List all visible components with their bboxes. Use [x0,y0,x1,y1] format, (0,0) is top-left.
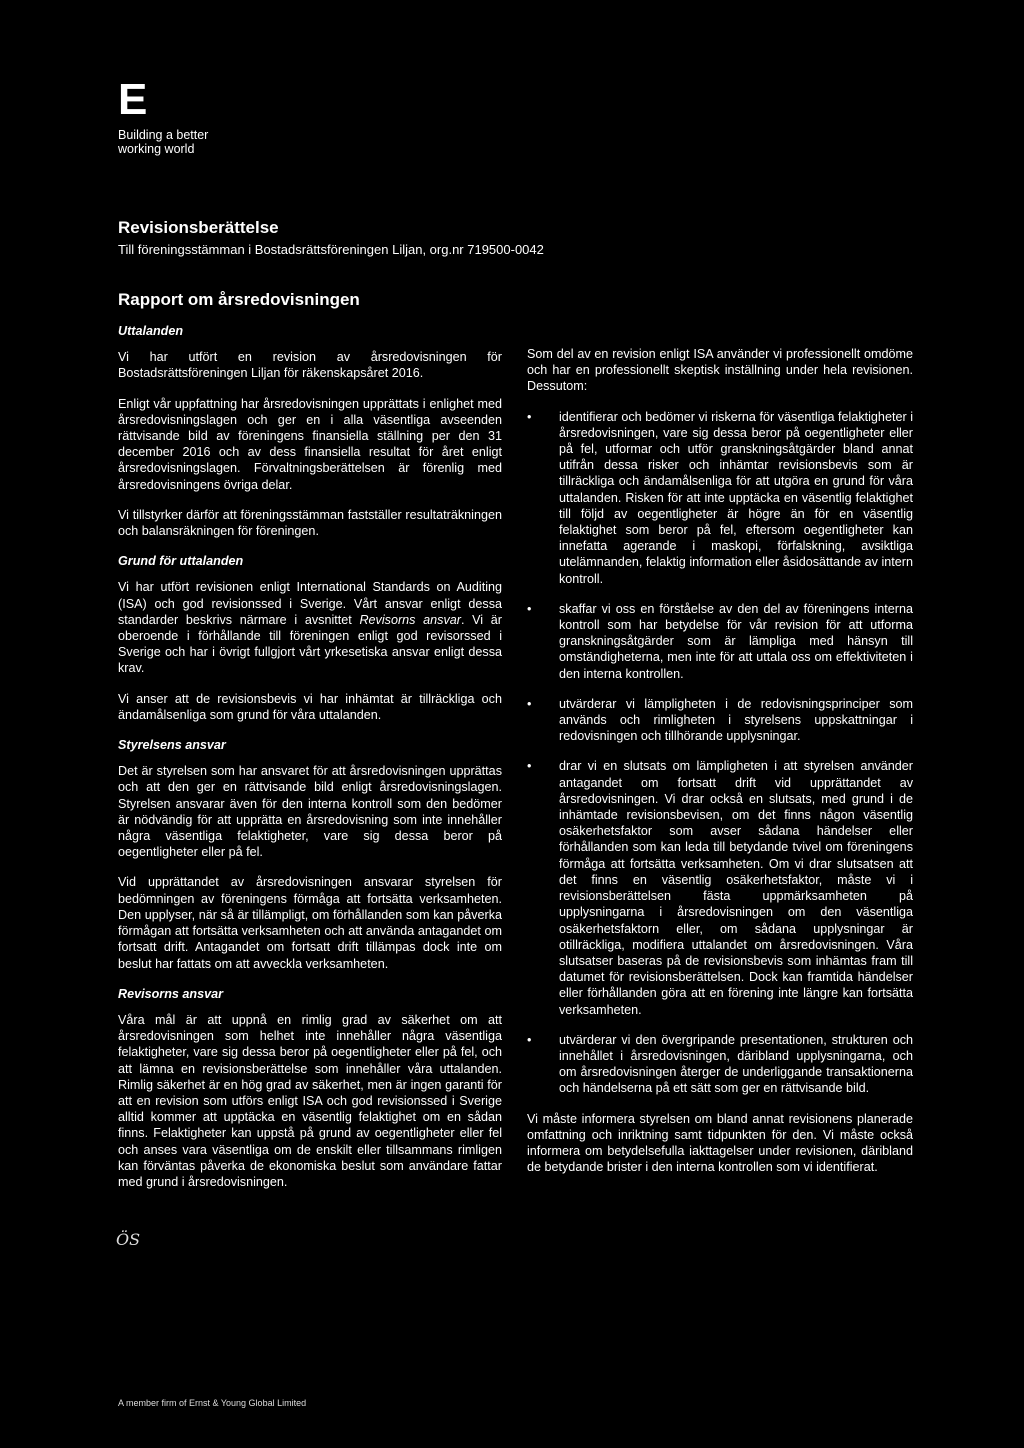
heading-styrelsen: Styrelsens ansvar [118,738,226,753]
list-item [527,409,913,587]
ey-logo [118,75,209,156]
list-item-text: skaffar vi oss en förståelse av den del av föreningens interna kontroll som har betydelse för vår revision för att utforma granskningsåtgärder som är lämpliga med hänsyn till omständigheterna, men inte för att uttala oss om effektiviteten i den interna kontrollen. [559,601,913,681]
page-subtitle: Till föreningsstämman i Bostadsrättsföreningen Liljan, org.nr 719500-0042 [118,242,544,257]
italic-reference: Revisorns ansvar [359,612,461,627]
paragraph-text: . Vi är oberoende i förhållande till föreningen enligt god revisorssed i Sverige och har i övrigt fullgjort vårt yrkesetiska ansvar enligt dessa krav. [118,612,502,676]
paragraph [118,579,502,676]
section-title: Rapport om årsredovisningen [118,290,360,309]
list-item-text: utvärderar vi den övergripande presentationen, strukturen och innehållet i årsredovisningen, däribland upplysningarna, och om årsredovisningen återger de underliggande transaktionerna och händelserna på ett sätt som ger en rättvisande bild. [559,1032,913,1096]
bullet-icon: • [527,1032,532,1047]
footer-text: A member firm of Ernst & Young Global Limited [118,1398,307,1408]
logo-letter: E [118,75,148,124]
bullet-icon: • [527,696,532,711]
paragraph: Vid upprättandet av årsredovisningen ansvarar styrelsen för bedömningen av föreningens förmåga att fortsätta verksamheten. Den upplyser, när så är tillämpligt, om förhållanden som kan påverka förmågan att fortsätta verksamheten och att använda antagandet om fortsatt drift. Antagandet om fortsatt drift tillämpas dock inte om beslut har fattats om att avveckla verksamheten. [118,875,502,971]
paragraph: Som del av en revision enligt ISA använder vi professionellt omdöme och har en professionellt skeptisk inställning under hela revisionen. Dessutom: [527,347,913,394]
page-title: Revisionsberättelse [118,218,279,237]
initials-signature: ÖS [116,1230,141,1249]
heading-uttalanden: Uttalanden [118,324,184,338]
left-column [118,323,502,1204]
paragraph: Det är styrelsen som har ansvaret för att årsredovisningen upprättas och att den ger en rättvisande bild enligt årsredovisningslagen. Styrelsen ansvarar även för den interna kontroll som den bedömer är nödvändig för att upprätta en årsredovisning som inte innehåller några väsentliga felaktigheter, vare sig dessa beror på oegentligheter eller på fel. [118,764,502,860]
list-item [527,758,913,1017]
list-item [527,696,913,745]
tagline-line-1: Building a better [118,128,209,142]
list-item-text: drar vi en slutsats om lämpligheten i att styrelsen använder antagandet om fortsatt drift vid upprättandet av årsredovisningen. Vi drar också en slutsats, med grund i de inhämtade revisionsbevisen, om det finns någon väsentlig osäkerhetsfaktor som avser sådana händelser eller förhållanden som kan leda till betydande tvivel om föreningens förmåga att fortsätta verksamheten. Om vi drar slutsatsen att det finns en väsentlig osäkerhetsfaktor, måste vi i revisionsberättelsen fästa uppmärksamheten på upplysningarna i årsredovisningen om den väsentliga osäkerhetsfaktorn eller, om sådana upplysningar är otillräckliga, modifiera uttalandet om årsredovisningen. Våra slutsatser baseras på de revisionsbevis som inhämtas fram till datumet för revisionsberättelsen. Dock kan framtida händelser eller förhållanden göra att en förening inte längre kan fortsätta verksamheten. [559,759,913,1017]
list-item [527,601,913,682]
list-item-text: utvärderar vi lämpligheten i de redovisningsprinciper som används och rimligheten i styrelsens uppskattningar i redovisningen och tillhörande upplysningar. [559,696,913,744]
paragraph-text: Vi har utfört revisionen enligt International Standards on Auditing (ISA) och god revisionssed i Sverige. Vårt ansvar enligt dessa standarder beskrivs närmare i avsnittet [118,580,502,627]
bullet-icon: • [527,409,532,424]
paragraph: Vi anser att de revisionsbevis vi har inhämtat är tillräckliga och ändamålsenliga som grund för våra uttalanden. [118,691,502,722]
paragraph: Vi tillstyrker därför att föreningsstämman fastställer resultaträkningen och balansräkningen för föreningen. [118,507,502,539]
paragraph: Vi måste informera styrelsen om bland annat revisionens planerade omfattning och inriktning samt tidpunkten för den. Vi måste också informera om betydelsefulla iakttagelser under revisionen, däribland de betydande brister i den interna kontrollen som vi identifierat. [527,1111,913,1175]
paragraph: Enligt vår uppfattning har årsredovisningen upprättats i enlighet med årsredovisningslagen och ger en i alla väsentliga avseenden rättvisande bild av föreningens finansiella ställning per den 31 december 2016 och av dess finansiella resultat för året enligt årsredovisningslagen. Förvaltningsberättelsen är förenlig med årsredovisningens övriga delar. [118,396,502,492]
list-item [527,1032,913,1097]
paragraph: Vi har utfört en revision av årsredovisningen för Bostadsrättsföreningen Liljan för räkenskapsåret 2016. [118,350,502,381]
list-item-text: identifierar och bedömer vi riskerna för väsentliga felaktigheter i årsredovisningen, vare sig dessa beror på oegentligheter eller på fel, utformar och utför granskningsåtgärder bland annat utifrån dessa risker och inhämtar revisionsbevis som är tillräckliga och ändamålsenliga för att utgöra en grund för våra uttalanden. Risken för att inte upptäcka en väsentlig felaktighet till följd av oegentligheter är högre än för en väsentlig felaktighet som beror på fel, eftersom oegentligheter kan innefatta agerande i maskopi, förfalskning, avsiktliga utelämnanden, felaktig information eller åsidosättande av intern kontroll. [559,409,913,586]
bullet-icon: • [527,601,532,616]
bullet-icon: • [527,759,532,774]
brand-tagline [118,128,208,156]
right-column [527,346,913,1189]
heading-grund: Grund för uttalanden [118,554,244,569]
paragraph: Våra mål är att uppnå en rimlig grad av säkerhet om att årsredovisningen som helhet inte innehåller några väsentliga felaktigheter, vare sig dessa beror på oegentligheter eller på fel, och att lämna en revisionsberättelse som innehåller våra uttalanden. Rimlig säkerhet är en hög grad av säkerhet, men är ingen garanti för att en revision som utförs enligt ISA och god revisionssed i Sverige alltid kommer att upptäcka en väsentlig felaktighet om en sådan finns. Felaktigheter kan uppstå på grund av oegentligheter eller fel och anses vara väsentliga om de enskilt eller tillsammans rimligen kan förväntas påverka de ekonomiska beslut som användare fattar med grund i årsredovisningen. [118,1012,502,1189]
bullet-list [527,409,913,1097]
tagline-line-2: working world [118,142,195,156]
heading-revisorn: Revisorns ansvar [118,986,224,1001]
